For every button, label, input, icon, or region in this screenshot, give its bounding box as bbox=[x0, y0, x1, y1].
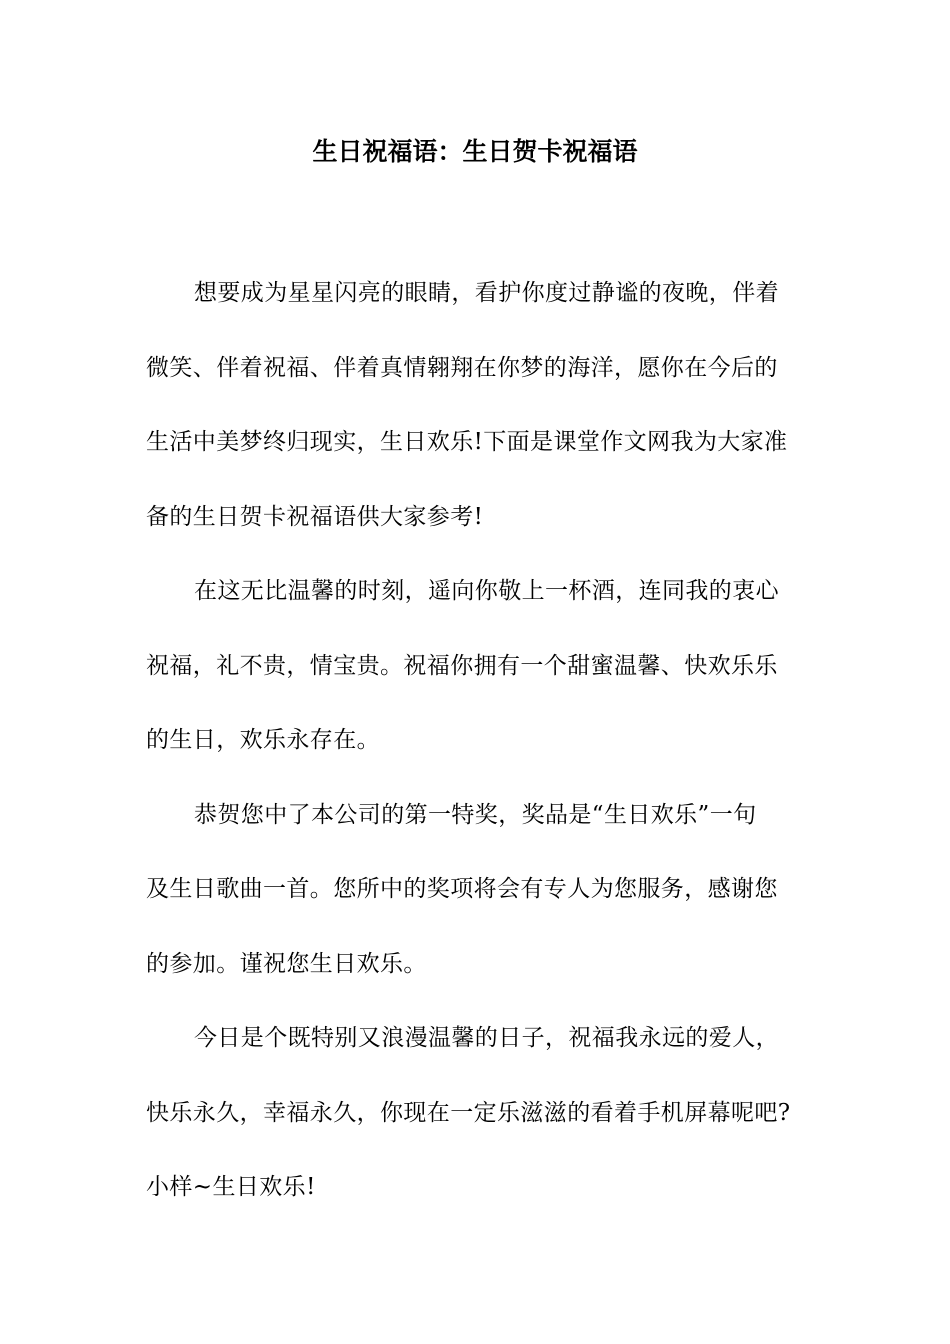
text-line: 在这无比温馨的时刻，遥向你敬上一杯酒，连同我的衷心 bbox=[194, 578, 779, 604]
text-line: 今日是个既特别又浪漫温馨的日子，祝福我永远的爱人， bbox=[194, 1025, 779, 1051]
text-line: 快乐永久，幸福永久，你现在一定乐滋滋的看着手机屏幕呢吧? bbox=[146, 1099, 791, 1126]
text-line: 微笑、伴着祝福、伴着真情翱翔在你梦的海洋，愿你在今后的 bbox=[146, 354, 778, 381]
text-line: 恭贺您中了本公司的第一特奖，奖品是“生日欢乐”一句 bbox=[194, 801, 757, 828]
text-line: 生活中美梦终归现实，生日欢乐!下面是课堂作文网我为大家准 bbox=[146, 429, 788, 455]
text-line: 的生日，欢乐永存在。 bbox=[146, 727, 380, 753]
text-line: 备的生日贺卡祝福语供大家参考! bbox=[146, 503, 484, 530]
page-title: 生日祝福语：生日贺卡祝福语 bbox=[312, 137, 638, 166]
text-line: 及生日歌曲一首。您所中的奖项将会有专人为您服务，感谢您 bbox=[146, 876, 778, 902]
paragraph-3 bbox=[146, 778, 811, 1002]
paragraph-2 bbox=[146, 554, 811, 778]
text-line: 小样~生日欢乐! bbox=[146, 1174, 316, 1200]
document-body bbox=[146, 256, 811, 1225]
paragraph-4 bbox=[146, 1001, 811, 1225]
text-line: 的参加。谨祝您生日欢乐。 bbox=[146, 950, 427, 977]
text-line: 想要成为星星闪亮的眼睛，看护你度过静谧的夜晚，伴着 bbox=[194, 280, 779, 306]
paragraph-1 bbox=[146, 256, 811, 554]
text-line: 祝福，礼不贵，情宝贵。祝福你拥有一个甜蜜温馨、快欢乐乐 bbox=[146, 652, 778, 679]
